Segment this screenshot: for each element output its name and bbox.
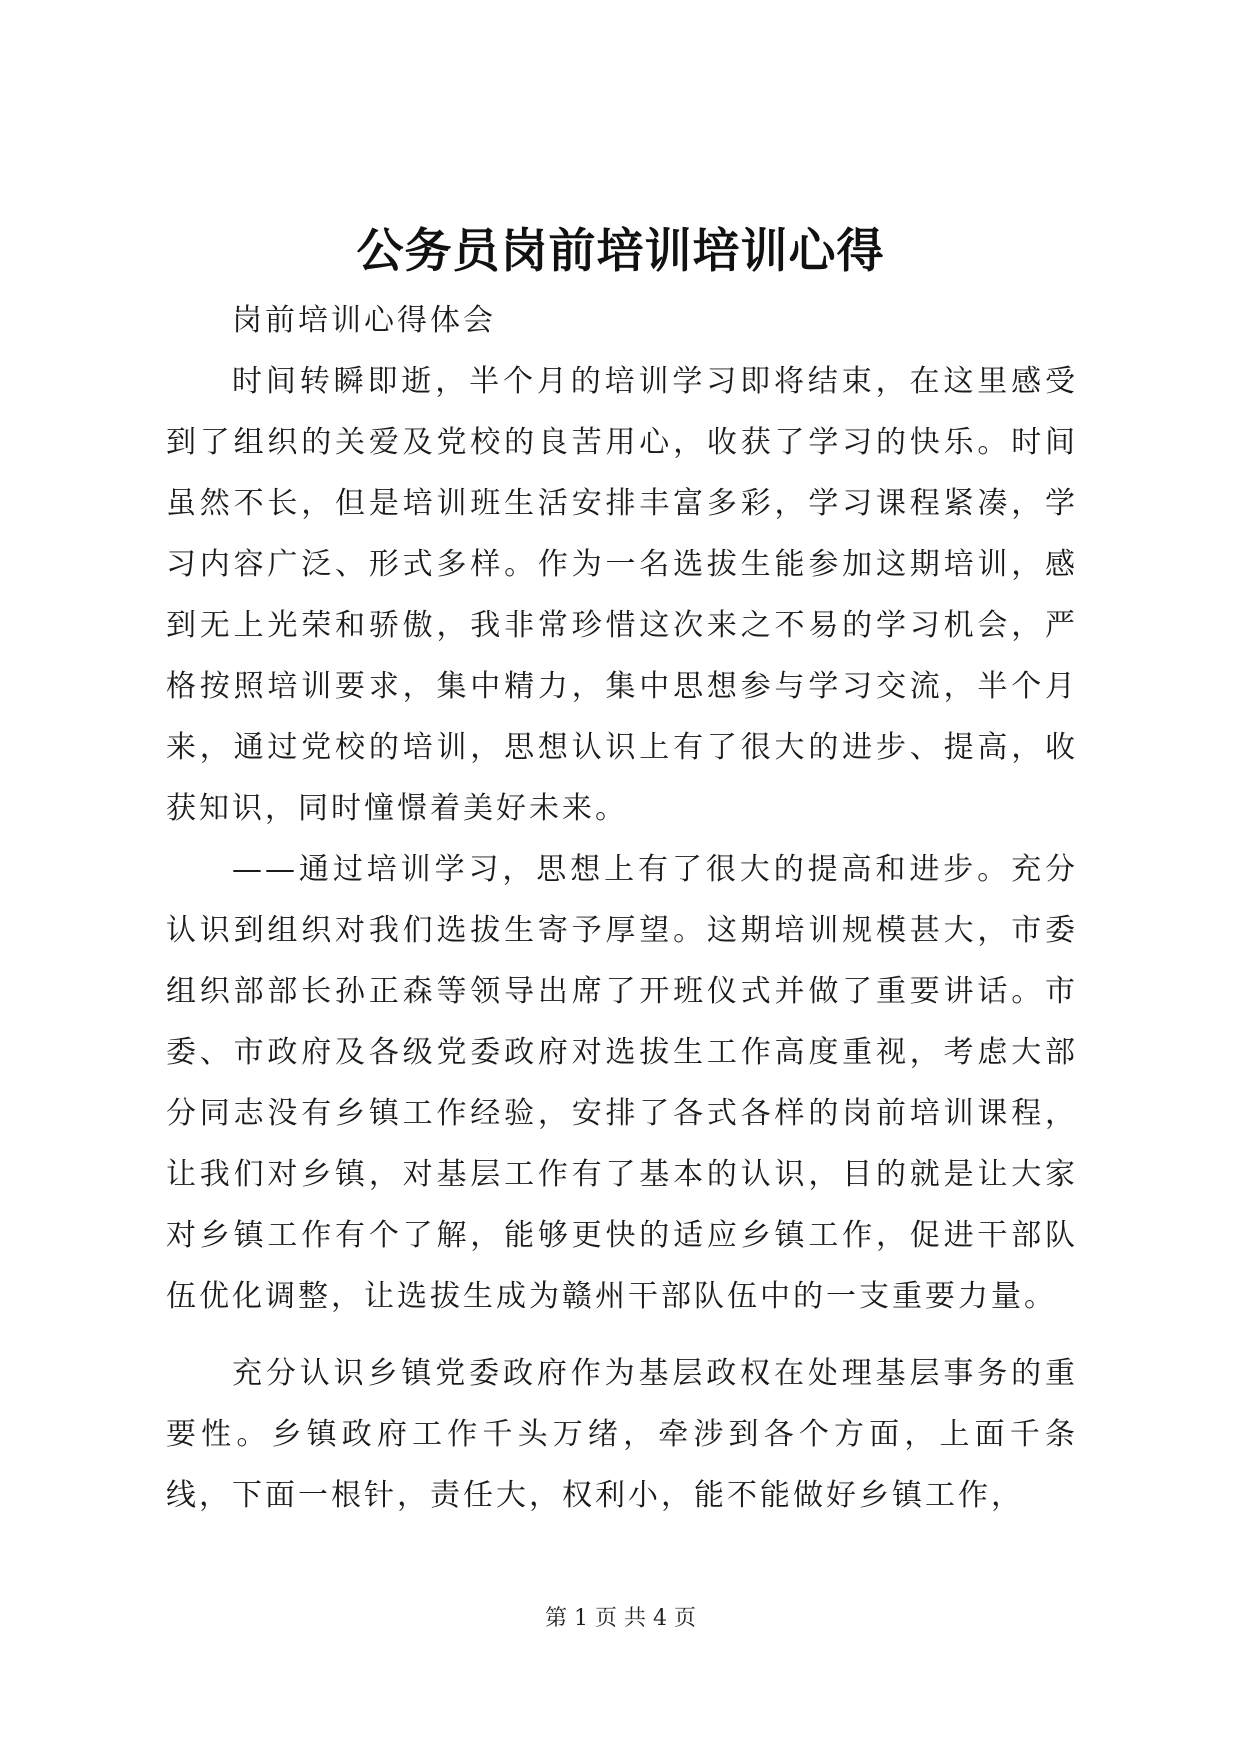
document-body: [166, 290, 1078, 1526]
paragraph-1: 时间转瞬即逝，半个月的培训学习即将结束，在这里感受到了组织的关爱及党校的良苦用心，收获了学习的快乐。时间虽然不长，但是培训班生活安排丰富多彩，学习课程紧凑，学习内容广泛、形式多样。作为一名选拔生能参加这期培训，感到无上光荣和骄傲，我非常珍惜这次来之不易的学习机会，严格按照培训要求，集中精力，集中思想参与学习交流，半个月来，通过党校的培训，思想认识上有了很大的进步、提高，收获知识，同时憧憬着美好未来。: [166, 364, 1078, 826]
paragraph-2: ——通过培训学习，思想上有了很大的提高和进步。充分认识到组织对我们选拔生寄予厚望。这期培训规模甚大，市委组织部部长孙正森等领导出席了开班仪式并做了重要讲话。市委、市政府及各级党委政府对选拔生工作高度重视，考虑大部分同志没有乡镇工作经验，安排了各式各样的岗前培训课程，让我们对乡镇，对基层工作有了基本的认识，目的就是让大家对乡镇工作有个了解，能够更快的适应乡镇工作，促进干部队伍优化调整，让选拔生成为赣州干部队伍中的一支重要力量。: [166, 852, 1078, 1314]
document-title: 公务员岗前培训培训心得: [356, 224, 885, 279]
page-number-footer: 第 1 页 共 4 页: [545, 1606, 696, 1631]
paragraph-3: 充分认识乡镇党委政府作为基层政权在处理基层事务的重要性。乡镇政府工作千头万绪，牵涉到各个方面，上面千条线，下面一根针，责任大，权利小，能不能做好乡镇工作，: [166, 1356, 1078, 1513]
document-subtitle: 岗前培训心得体会: [232, 303, 496, 338]
